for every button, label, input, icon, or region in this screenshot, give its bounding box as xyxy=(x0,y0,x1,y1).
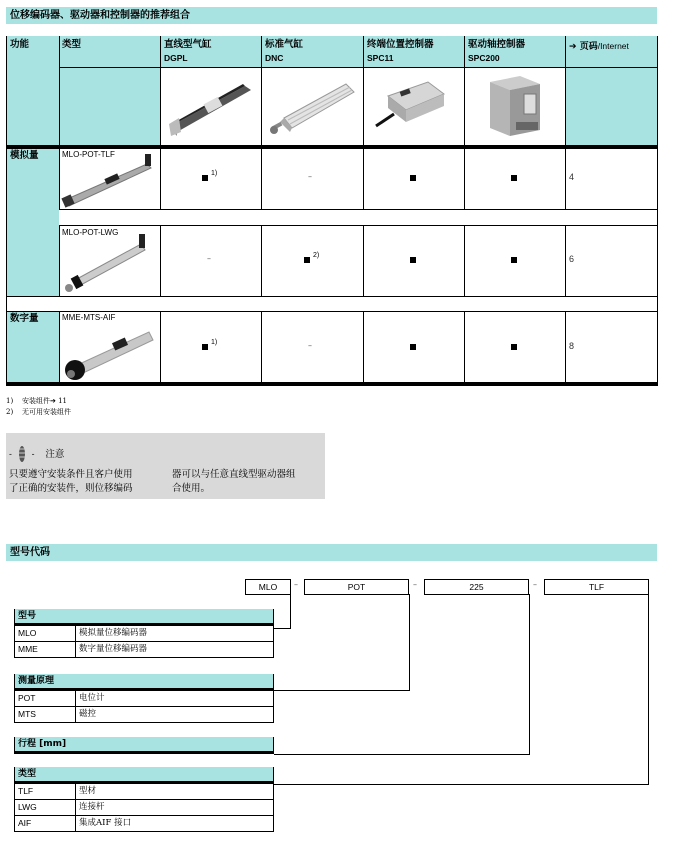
header-col-spc11-en: SPC11 xyxy=(367,53,394,63)
dash-decor: - xyxy=(9,449,12,459)
note-box xyxy=(6,433,325,499)
legend-divider xyxy=(75,784,76,799)
legend-divider xyxy=(75,707,76,722)
code-part-type: MLO xyxy=(245,579,291,595)
page-ref-tlf: 4 xyxy=(569,172,575,182)
type-mme-mts-aif: MME-MTS-AIF xyxy=(62,313,116,322)
legend-divider xyxy=(75,800,76,815)
legend-value: 型材 xyxy=(79,786,97,796)
legend-value: 连接杆 xyxy=(79,802,105,812)
spc11-controller-image xyxy=(372,74,452,139)
legend-key: AIF xyxy=(18,818,32,828)
code-separator: – xyxy=(413,580,417,589)
grid-line xyxy=(160,225,161,296)
legend-key: LWG xyxy=(18,802,37,812)
footnote-2 xyxy=(6,407,71,418)
grid-line-thick xyxy=(6,382,658,386)
footnote-text: 无可用安装组件 xyxy=(22,408,71,416)
dash-aif-dnc: – xyxy=(308,341,312,350)
grid-line xyxy=(6,311,658,312)
grid-line xyxy=(59,225,60,296)
connector-line xyxy=(529,594,530,755)
dgpl-cylinder-image xyxy=(165,74,257,139)
footnote-1 xyxy=(6,396,71,407)
header-page-image-cell xyxy=(566,68,658,148)
legend-title-principle: 测量原理 xyxy=(14,674,274,688)
note-icon-wrap xyxy=(9,445,64,463)
header-type: 类型 xyxy=(62,39,82,50)
arrow-right-icon: ➔ xyxy=(569,42,577,52)
note-title: 注意 xyxy=(45,448,65,460)
note-text-col2 xyxy=(172,468,296,496)
group-analog-cell xyxy=(6,148,59,296)
legend-title-rule xyxy=(14,751,274,754)
dash-decor: - xyxy=(31,449,35,459)
note-line: 器可以与任意直线型驱动器组 xyxy=(172,469,296,480)
legend-value: 模拟量位移编码器 xyxy=(79,628,148,638)
mark-aif-spc11 xyxy=(410,344,416,350)
grid-line xyxy=(261,36,262,210)
mark-lwg-spc200 xyxy=(511,257,517,263)
mlo-pot-lwg-image xyxy=(61,228,159,294)
section-title-type-code: 型号代码 xyxy=(6,544,657,561)
grid-line xyxy=(160,311,161,383)
grid-line xyxy=(261,311,262,383)
legend-value: 集成AIF 接口 xyxy=(79,818,132,828)
grid-line xyxy=(363,311,364,383)
header-page-cn: 页码 xyxy=(579,42,598,52)
grid-line xyxy=(59,311,60,383)
header-function-cell xyxy=(6,36,59,148)
mark-tlf-spc11 xyxy=(410,175,416,181)
grid-line xyxy=(657,36,658,383)
legend-key: MME xyxy=(18,644,38,654)
legend-row xyxy=(14,642,274,658)
code-separator: – xyxy=(294,580,298,589)
legend-row xyxy=(14,816,274,832)
note-line: 只要遵守安装条件且客户使用 xyxy=(9,469,133,480)
mark-tlf-spc200 xyxy=(511,175,517,181)
info-icon xyxy=(18,445,26,463)
legend-divider xyxy=(75,816,76,831)
header-col-spc11-cn: 终端位置控制器 xyxy=(367,39,434,50)
grid-line xyxy=(59,36,60,148)
legend-row xyxy=(14,784,274,800)
legend-row xyxy=(14,691,274,707)
grid-line xyxy=(160,36,161,210)
footnote-ref: 1) xyxy=(211,339,218,346)
header-col-spc200-en: SPC200 xyxy=(468,53,500,63)
connector-line xyxy=(274,628,291,629)
header-function: 功能 xyxy=(10,39,30,50)
header-type-cell xyxy=(59,36,160,148)
dnc-cylinder-image xyxy=(266,74,358,139)
grid-line xyxy=(565,36,566,210)
legend-title-type: 型号 xyxy=(14,609,274,623)
code-part-stroke: 225 xyxy=(424,579,529,595)
grid-line xyxy=(464,311,465,383)
grid-line xyxy=(261,225,262,296)
dash-tlf-dnc: – xyxy=(308,172,312,181)
footnote-ref: 2) xyxy=(313,252,320,259)
dash-lwg-dgpl: – xyxy=(207,254,211,263)
legend-divider xyxy=(75,691,76,706)
grid-line xyxy=(363,225,364,296)
header-col-dnc-cn: 标准气缸 xyxy=(265,39,304,50)
mark-aif-dgpl xyxy=(202,344,208,350)
connector-line xyxy=(409,594,410,691)
legend-title-stroke: 行程 [mm] xyxy=(14,737,274,751)
legend-row xyxy=(14,707,274,723)
group-digital-label: 数字量 xyxy=(10,313,39,324)
legend-key: POT xyxy=(18,693,36,703)
mark-lwg-spc11 xyxy=(410,257,416,263)
section-title-recommended-combinations: 位移编码器、驱动器和控制器的推荐组合 xyxy=(6,7,657,24)
mark-tlf-dgpl xyxy=(202,175,208,181)
code-part-variant: TLF xyxy=(544,579,649,595)
legend-key: TLF xyxy=(18,786,34,796)
connector-line xyxy=(274,754,530,755)
mark-aif-spc200 xyxy=(511,344,517,350)
legend-value: 电位计 xyxy=(79,693,105,703)
grid-line xyxy=(6,36,7,383)
code-part-principle: POT xyxy=(304,579,409,595)
mme-mts-aif-image xyxy=(61,322,159,382)
legend-value: 磁控 xyxy=(79,709,97,719)
page-ref-lwg: 6 xyxy=(569,254,575,264)
grid-line xyxy=(59,67,657,68)
grid-line xyxy=(363,36,364,210)
grid-line xyxy=(565,311,566,383)
legend-row xyxy=(14,626,274,642)
type-mlo-pot-tlf: MLO-POT-TLF xyxy=(62,150,115,159)
footnotes xyxy=(6,396,71,418)
grid-line xyxy=(59,148,60,210)
connector-line xyxy=(290,594,291,629)
grid-line xyxy=(464,36,465,210)
grid-line-thick xyxy=(6,145,658,149)
connector-line xyxy=(274,784,649,785)
footnote-num: 1) xyxy=(6,397,14,405)
spc200-controller-image xyxy=(480,72,550,142)
grid-line xyxy=(464,225,465,296)
grid-line xyxy=(565,225,566,296)
header-page-en: /Internet xyxy=(597,41,629,51)
header-page xyxy=(569,39,629,52)
legend-divider xyxy=(75,626,76,641)
note-text-col1 xyxy=(9,468,133,496)
note-line: 合使用。 xyxy=(172,483,211,494)
grid-line xyxy=(59,209,657,210)
legend-title-variant: 类型 xyxy=(14,767,274,781)
footnote-num: 2) xyxy=(6,408,14,416)
header-col-dgpl-cn: 直线型气缸 xyxy=(164,39,212,50)
footnote-ref: 1) xyxy=(211,170,218,177)
connector-line xyxy=(274,690,410,691)
header-col-spc200-cn: 驱动轴控制器 xyxy=(468,39,526,50)
legend-key: MTS xyxy=(18,709,36,719)
page-ref-aif: 8 xyxy=(569,341,575,351)
grid-line xyxy=(59,225,657,226)
note-line: 了正确的安装件，则位移编码 xyxy=(9,483,133,494)
header-col-dgpl-en: DGPL xyxy=(164,53,188,63)
type-mlo-pot-lwg: MLO-POT-LWG xyxy=(62,228,119,237)
legend-key: MLO xyxy=(18,628,37,638)
footnote-text: 安装组件➔ 11 xyxy=(22,397,67,405)
grid-line xyxy=(6,296,658,297)
mark-lwg-dnc xyxy=(304,257,310,263)
code-separator: – xyxy=(533,580,537,589)
legend-row xyxy=(14,800,274,816)
connector-line xyxy=(648,594,649,785)
legend-value: 数字量位移编码器 xyxy=(79,644,148,654)
header-col-dnc-en: DNC xyxy=(265,53,284,63)
legend-divider xyxy=(75,642,76,657)
group-analog-label: 模拟量 xyxy=(10,150,39,161)
